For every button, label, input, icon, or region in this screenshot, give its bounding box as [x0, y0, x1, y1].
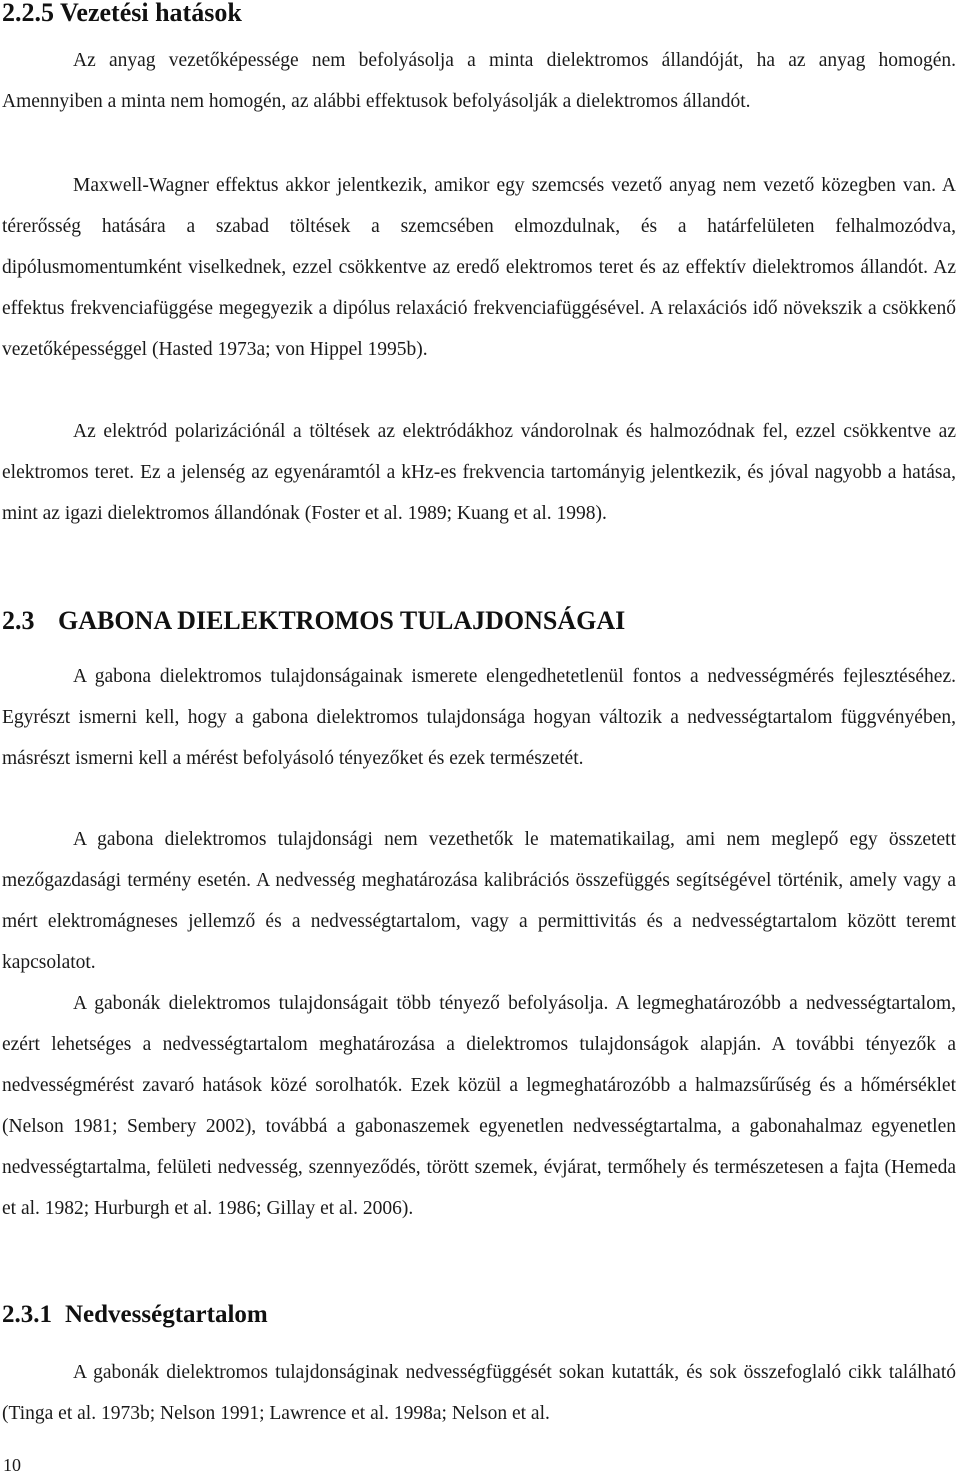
paragraph-maxwell-wagner: Maxwell-Wagner effektus akkor jelentkezik, amikor egy szemcsés vezető anyag nem vezető közegben van. A térerősség hatására a szabad töltések a szemcsében elmozdulnak, és a határfelületen felhalmozódva, dipólusmomentumként viselkednek, ezzel csökkentve az eredő elektromos teret és az effektív dielektromos állandót. Az effektus frekvenciafüggése megegyezik a dipólus relaxáció frekvenciafüggésével. A relaxációs idő növekszik a csökkenő vezetőképességgel (Hasted 1973a; von Hippel 1995b). — [2, 175, 956, 360]
section-title: GABONA DIELEKTROMOS TULAJDONSÁGAI — [58, 606, 626, 635]
paragraph-moisture-content: A gabonák dielektromos tulajdonságinak nedvességfüggését sokan kutatták, és sok összefoglaló cikk található (Tinga et al. 1973b; Nelson 1991; Lawrence et al. 1998a; Nelson et al. — [2, 1362, 956, 1424]
paragraph-electrode-polarization: Az elektród polarizációnál a töltések az elektródákhoz vándorolnak és halmozódnak fel, ezzel csökkentve az elektromos teret. Ez a jelenség az egyenáramtól a kHz-es frekvencia tartományig jelentkezik, és jóval nagyobb a hatása, mint az igazi dielektromos állandónak (Foster et al. 1989; Kuang et al. 1998). — [2, 421, 956, 524]
paragraph-calibration: A gabona dielektromos tulajdonsági nem vezethetők le matematikailag, ami nem meglepő egy összetett mezőgazdasági termény esetén. A nedvesség meghatározása kalibrációs összefüggés segítségével történik, amely vagy a mért elektromágneses jellemző és a nedvességtartalom, vagy a permittivitás és a nedvességtartalom között teremt kapcsolatot. — [2, 829, 956, 973]
subsection-number: 2.3.1 — [2, 1301, 52, 1328]
section-heading-2-2-5: 2.2.5 Vezetési hatások — [2, 0, 242, 27]
section-number: 2.3 — [2, 606, 35, 635]
paragraph-grain-properties-intro: A gabona dielektromos tulajdonságainak ismerete elengedhetetlenül fontos a nedvességmérés fejlesztéséhez. Egyrészt ismerni kell, hogy a gabona dielektromos tulajdonsága hogyan változik a nedvességtartalom függvényében, másrészt ismerni kell a mérést befolyásoló tényezőket és ezek természetét. — [2, 666, 956, 769]
section-heading-2-3 — [2, 606, 625, 636]
subsection-title: Nedvességtartalom — [65, 1301, 268, 1328]
section-heading-2-3-1 — [2, 1300, 268, 1330]
paragraph-conductivity-intro: Az anyag vezetőképessége nem befolyásolja a minta dielektromos állandóját, ha az anyag homogén. Amennyiben a minta nem homogén, az alábbi effektusok befolyásolják a dielektromos állandót. — [2, 50, 956, 112]
page-number: 10 — [3, 1455, 21, 1475]
paragraph-influencing-factors: A gabonák dielektromos tulajdonságait több tényező befolyásolja. A legmeghatározóbb a nedvességtartalom, ezért lehetséges a nedvességtartalom meghatározása a dielektromos tulajdonságok alapján. A további tényezők a nedvességmérést zavaró hatások közé sorolhatók. Ezek közül a legmeghatározóbb a halmazsűrűség és a hőmérséklet (Nelson 1981; Sembery 2002), továbbá a gabonaszemek egyenetlen nedvességtartalma, a gabonahalmaz egyenetlen nedvességtartalma, felületi nedvesség, szennyeződés, törött szemek, évjárat, termőhely és természetesen a fajta (Hemeda et al. 1982; Hurburgh et al. 1986; Gillay et al. 2006). — [2, 993, 956, 1219]
